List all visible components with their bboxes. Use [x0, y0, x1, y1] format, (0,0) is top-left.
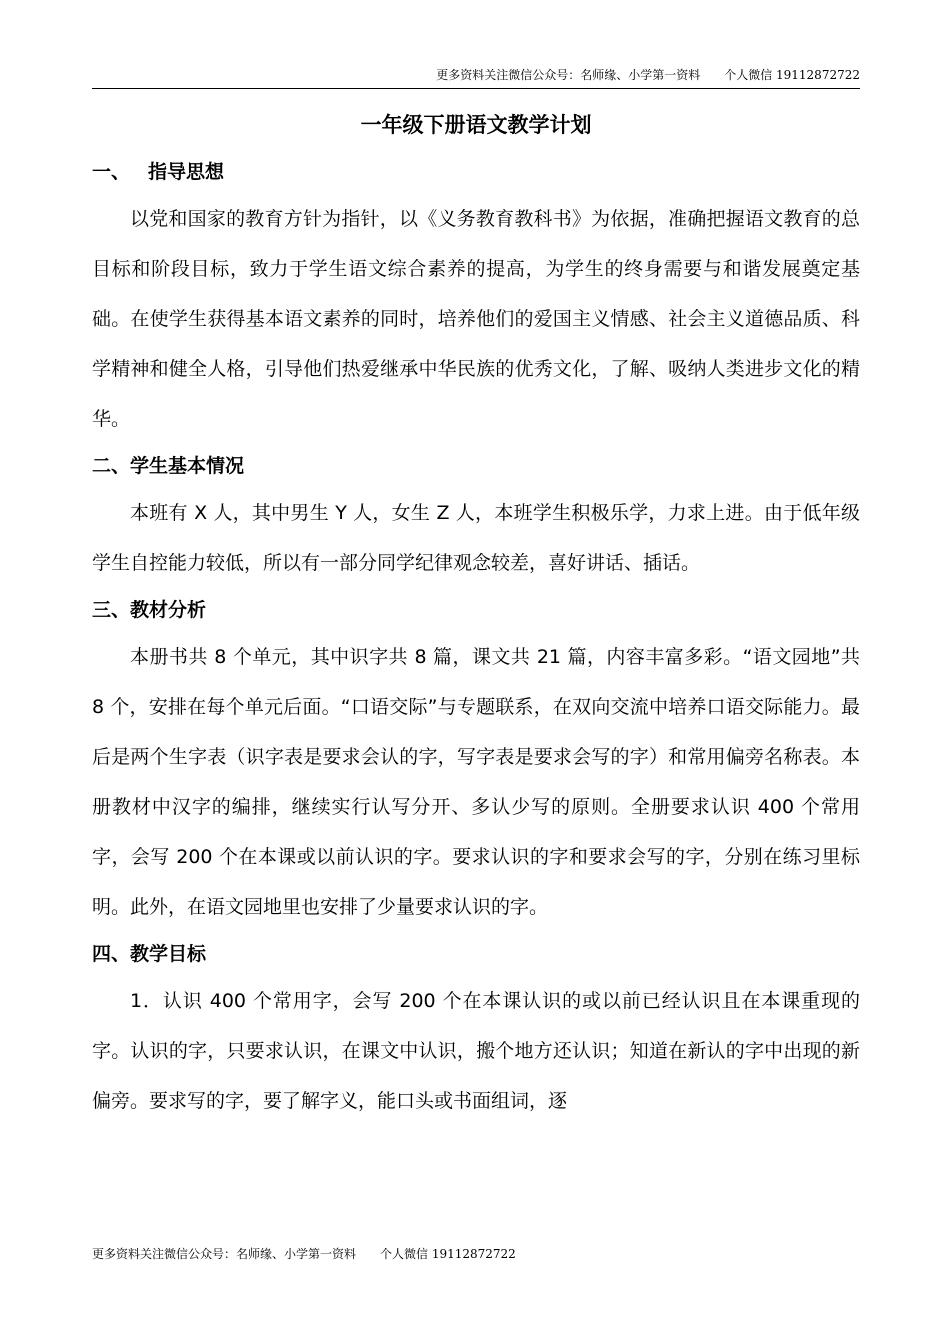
section-title: 教材分析	[130, 599, 207, 621]
section-teaching-goals	[92, 932, 860, 1126]
section-guiding-ideology	[92, 150, 860, 444]
section-title: 指导思想	[148, 161, 225, 183]
paragraph: 本班有 X 人，其中男生 Y 人，女生 Z 人，本班学生积极乐学，力求上进。由于低年级学生自控能力较低，所以有一部分同学纪律观念较差，喜好讲话、插话。	[92, 502, 860, 574]
document-title: 一年级下册语文教学计划	[360, 113, 592, 137]
paragraph: 本册书共 8 个单元，其中识字共 8 篇，课文共 21 篇，内容丰富多彩。“语文园地”共 8 个，安排在每个单元后面。“口语交际”与专题联系，在双向交流中培养口语交际能力。最后是两个生字表（识字表是要求会认的字，写字表是要求会写的字）和常用偏旁名称表。本册教材中汉字的编排，继续实行认写分开、多认少写的原则。全册要求认识 400 个常用字，会写 200 个在本课或以前认识的字。要求认识的字和要求会写的字，分别在练习里标明。此外，在语文园地里也安排了少量要求认识的字。	[92, 646, 860, 918]
section-student-situation	[92, 444, 860, 588]
section-heading	[92, 444, 860, 488]
section-heading	[92, 150, 860, 194]
section-title: 教学目标	[130, 943, 207, 965]
document-body	[92, 150, 860, 1126]
section-number: 二、	[92, 455, 131, 477]
paragraph: 以党和国家的教育方针为指针，以《义务教育教科书》为依据，准确把握语文教育的总目标和阶段目标，致力于学生语文综合素养的提高，为学生的终身需要与和谐发展奠定基础。在使学生获得基本语文素养的同时，培养他们的爱国主义情感、社会主义道德品质、科学精神和健全人格，引导他们热爱继承中华民族的优秀文化，了解、吸纳人类进步文化的精华。	[92, 208, 860, 430]
section-textbook-analysis	[92, 588, 860, 932]
page-header: 更多资料关注微信公众号：名师缘、小学第一资料 个人微信 19112872722	[436, 68, 860, 82]
section-heading	[92, 932, 860, 976]
paragraph: 1．认识 400 个常用字，会写 200 个在本课认识的或以前已经认识且在本课重现的字。认识的字，只要求认识，在课文中认识，搬个地方还认识；知道在新认的字中出现的新偏旁。要求写的字，要了解字义，能口头或书面组词，逐	[92, 990, 860, 1112]
page-footer: 更多资料关注微信公众号：名师缘、小学第一资料 个人微信 19112872722	[92, 1247, 516, 1261]
section-heading	[92, 588, 860, 632]
section-number: 四、	[92, 943, 131, 965]
section-number: 一、	[92, 161, 131, 183]
section-number: 三、	[92, 599, 131, 621]
header-divider	[92, 88, 860, 89]
section-title: 学生基本情况	[130, 455, 245, 477]
